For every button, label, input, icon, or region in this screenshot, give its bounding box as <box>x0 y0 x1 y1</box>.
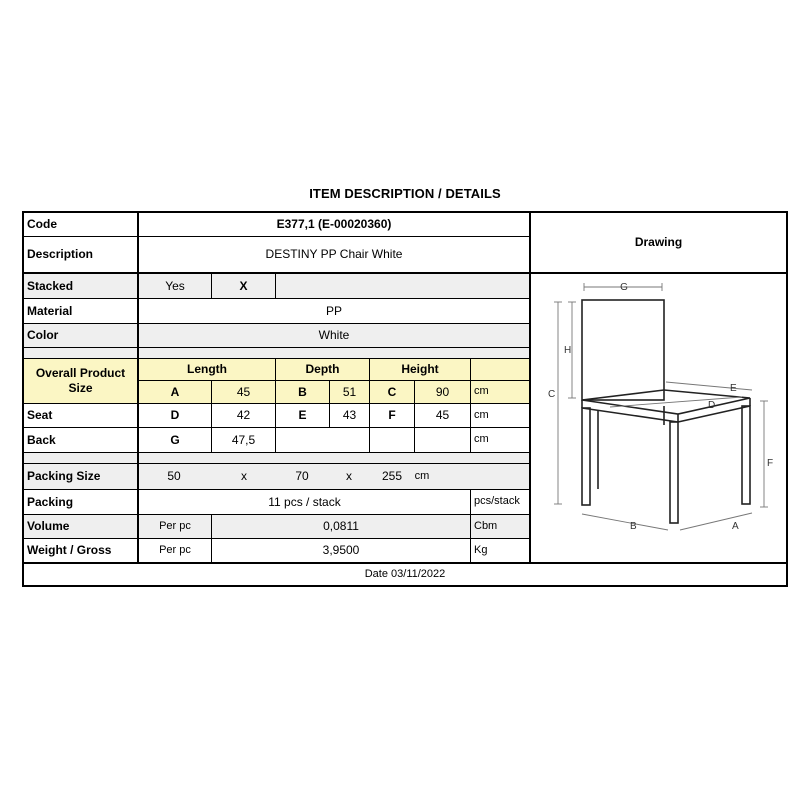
dim-e-value: 43 <box>342 408 357 422</box>
dim-g-value: 47,5 <box>231 432 256 447</box>
back-unit: cm <box>474 433 489 446</box>
length-header: Length <box>187 362 227 376</box>
overall-unit: cm <box>474 385 489 398</box>
height-header: Height <box>401 362 439 376</box>
dim-label-g: G <box>620 282 628 293</box>
weight-label: Weight / Gross <box>27 543 112 557</box>
dim-f-value: 45 <box>435 408 450 422</box>
weight-per: Per pc <box>159 543 191 556</box>
chair-leg-front-right <box>670 422 678 523</box>
material-label: Material <box>27 303 73 318</box>
dim-label-a: A <box>732 521 739 532</box>
overall-size-label-line2: Size <box>68 381 93 395</box>
chair-backrest <box>582 300 664 400</box>
description-value: DESTINY PP Chair White <box>265 247 403 261</box>
chair-leg-front-left <box>582 408 590 505</box>
dim-g-label: G <box>170 432 180 447</box>
code-label: Code <box>27 217 57 231</box>
weight-unit: Kg <box>474 543 488 556</box>
stacked-yes: Yes <box>165 278 185 293</box>
weight-value: 3,9500 <box>322 543 360 557</box>
overall-size-label <box>24 359 137 403</box>
code-value: E377,1 (E-00020360) <box>276 217 392 231</box>
packing-size-unit: cm <box>414 469 430 482</box>
seat-unit: cm <box>474 408 489 421</box>
dim-a-value: 45 <box>236 384 251 399</box>
color-value: White <box>318 328 350 342</box>
dim-d-label: D <box>170 408 180 422</box>
packing-size-x1: x <box>241 469 247 483</box>
packing-size-length: 50 <box>167 469 181 483</box>
dim-a-label: A <box>170 384 180 399</box>
dim-label-e: E <box>730 383 737 394</box>
description-label: Description <box>27 247 94 261</box>
dim-label-b: B <box>630 521 637 532</box>
stacked-label: Stacked <box>27 278 74 293</box>
drawing-header: Drawing <box>634 235 683 249</box>
packing-size-height: 255 <box>381 469 403 483</box>
dim-c-value: 90 <box>435 384 450 399</box>
dim-label-f: F <box>767 458 774 469</box>
packing-size-label: Packing Size <box>27 469 101 483</box>
chair-seat-top <box>582 390 750 414</box>
seat-label: Seat <box>27 408 53 422</box>
chair-drawing <box>538 282 776 559</box>
color-label: Color <box>27 328 59 342</box>
material-value: PP <box>325 303 342 318</box>
stacked-mark: X <box>239 278 248 293</box>
volume-label: Volume <box>27 519 70 533</box>
volume-value: 0,0811 <box>323 519 359 533</box>
dim-b-label: B <box>298 384 307 399</box>
overall-size-label-line1: Overall Product <box>35 366 126 380</box>
volume-per: Per pc <box>159 519 191 532</box>
dim-label-h: H <box>564 345 572 356</box>
chair-leg-back-right <box>742 406 750 504</box>
dim-f-label: F <box>388 408 396 422</box>
back-label: Back <box>27 432 56 447</box>
date-footer: Date 03/11/2022 <box>364 567 446 580</box>
packing-size-x2: x <box>346 469 352 483</box>
packing-unit: pcs/stack <box>474 495 520 508</box>
dim-b-value: 51 <box>342 384 357 399</box>
depth-header: Depth <box>305 362 340 376</box>
spacer-row-bg-2 <box>24 452 530 463</box>
packing-size-width: 70 <box>295 469 309 483</box>
spacer-row-bg <box>24 347 530 358</box>
item-details-sheet <box>22 211 788 587</box>
page-title: ITEM DESCRIPTION / DETAILS <box>309 186 501 201</box>
volume-unit: Cbm <box>474 519 498 532</box>
dim-label-c: C <box>548 389 556 400</box>
packing-label: Packing <box>27 494 74 509</box>
packing-value: 11 pcs / stack <box>268 494 341 509</box>
dim-label-d: D <box>708 400 716 411</box>
dim-d-value: 42 <box>236 408 251 422</box>
dim-c-label: C <box>387 384 397 399</box>
dim-e-label: E <box>298 408 307 422</box>
